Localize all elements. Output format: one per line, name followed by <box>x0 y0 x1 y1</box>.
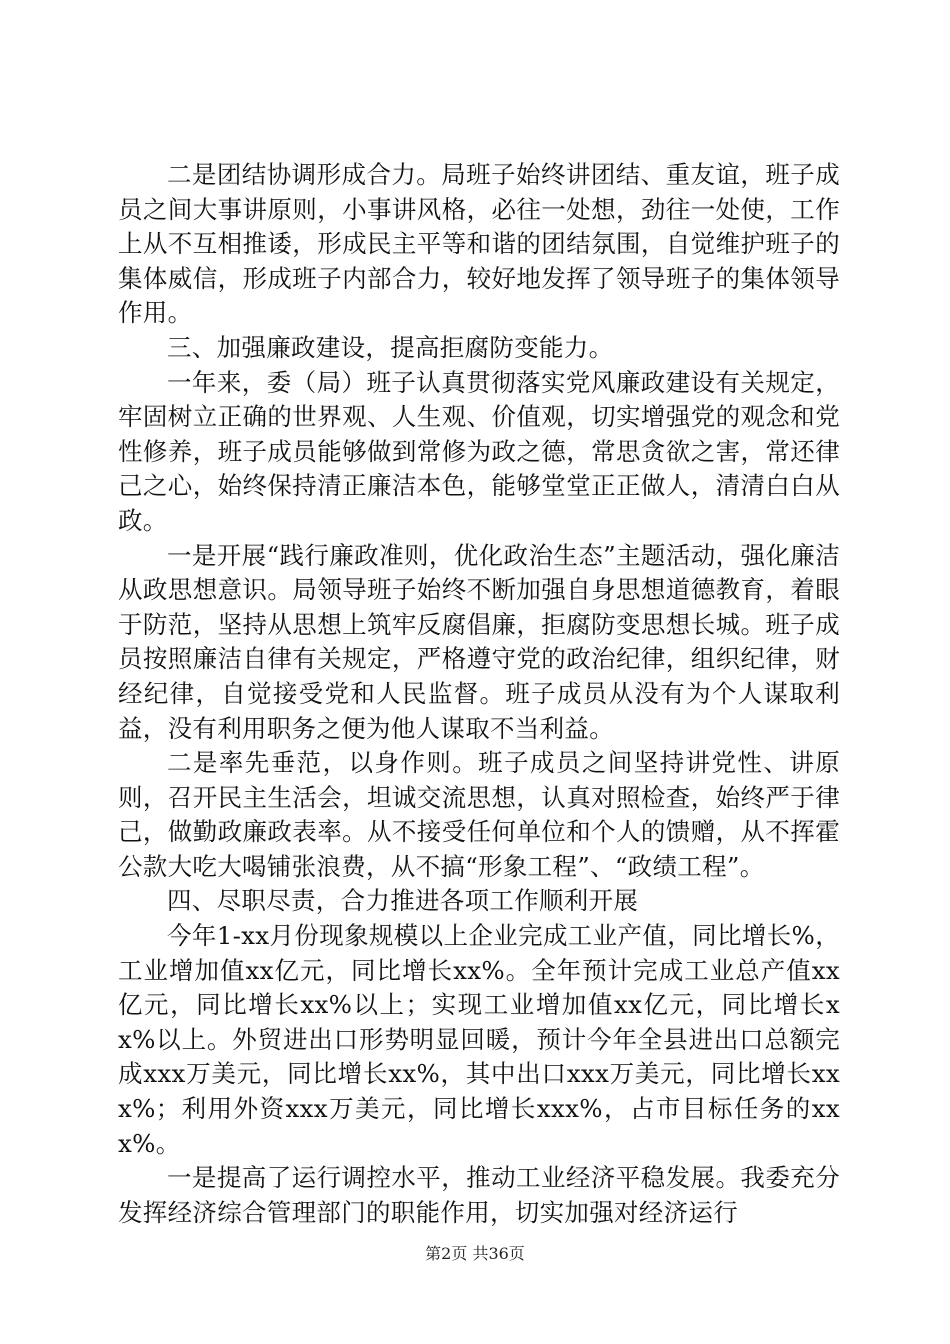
paragraph: 二是团结协调形成合力。局班子始终讲团结、重友谊，班子成员之间大事讲原则，小事讲风格，必往一处想，劲往一处使，工作上从不互相推诿，形成民主平等和谐的团结氛围，自觉维护班子的集体威信，形成班子内部合力，较好地发挥了领导班子的集体领导作用。 <box>118 160 840 328</box>
paragraph: 一是开展“践行廉政准则，优化政治生态”主题活动，强化廉洁从政思想意识。局领导班子始终不断加强自身思想道德教育，着眼于防范，坚持从思想上筑牢反腐倡廉，拒腐防变思想长城。班子成员按照廉洁自律有关规定，严格遵守党的政治纪律，组织纪律，财经纪律，自觉接受党和人民监督。班子成员从没有为个人谋取利益，没有利用职务之便为他人谋取不当利益。 <box>118 540 840 743</box>
document-body <box>118 158 840 1230</box>
paragraph: 今年1-xx月份现象规模以上企业完成工业产值，同比增长%，工业增加值xx亿元，同比增长xx%。全年预计完成工业总产值xx亿元，同比增长xx%以上；实现工业增加值xx亿元，同比增长xx%以上。外贸进出口形势明显回暖，预计今年全县进出口总额完成xxx万美元，同比增长xx%，其中出口xxx万美元，同比增长xxx%；利用外资xxx万美元，同比增长xxx%，占市目标任务的xxx%。 <box>118 921 840 1158</box>
page-footer: 第2页 共36页 <box>425 1244 525 1263</box>
section-heading: 四、尽职尽责，合力推进各项工作顺利开展 <box>167 886 639 916</box>
paragraph: 二是率先垂范，以身作则。班子成员之间坚持讲党性、讲原则，召开民主生活会，坦诚交流思想，认真对照检查，始终严于律己，做勤政廉政表率。从不接受任何单位和个人的馈赠，从不挥霍公款大吃大喝铺张浪费，从不搞“形象工程”、“政绩工程”。 <box>118 748 840 881</box>
paragraph: 一是提高了运行调控水平，推动工业经济平稳发展。我委充分发挥经济综合管理部门的职能作用，切实加强对经济运行 <box>118 1163 840 1227</box>
paragraph: 一年来，委（局）班子认真贯彻落实党风廉政建设有关规定，牢固树立正确的世界观、人生观、价值观，切实增强党的观念和党性修养，班子成员能够做到常修为政之德，常思贪欲之害，常还律己之心，始终保持清正廉洁本色，能够堂堂正正做人，清清白白从政。 <box>118 367 840 535</box>
section-heading: 三、加强廉政建设，提高拒腐防变能力。 <box>167 332 614 362</box>
